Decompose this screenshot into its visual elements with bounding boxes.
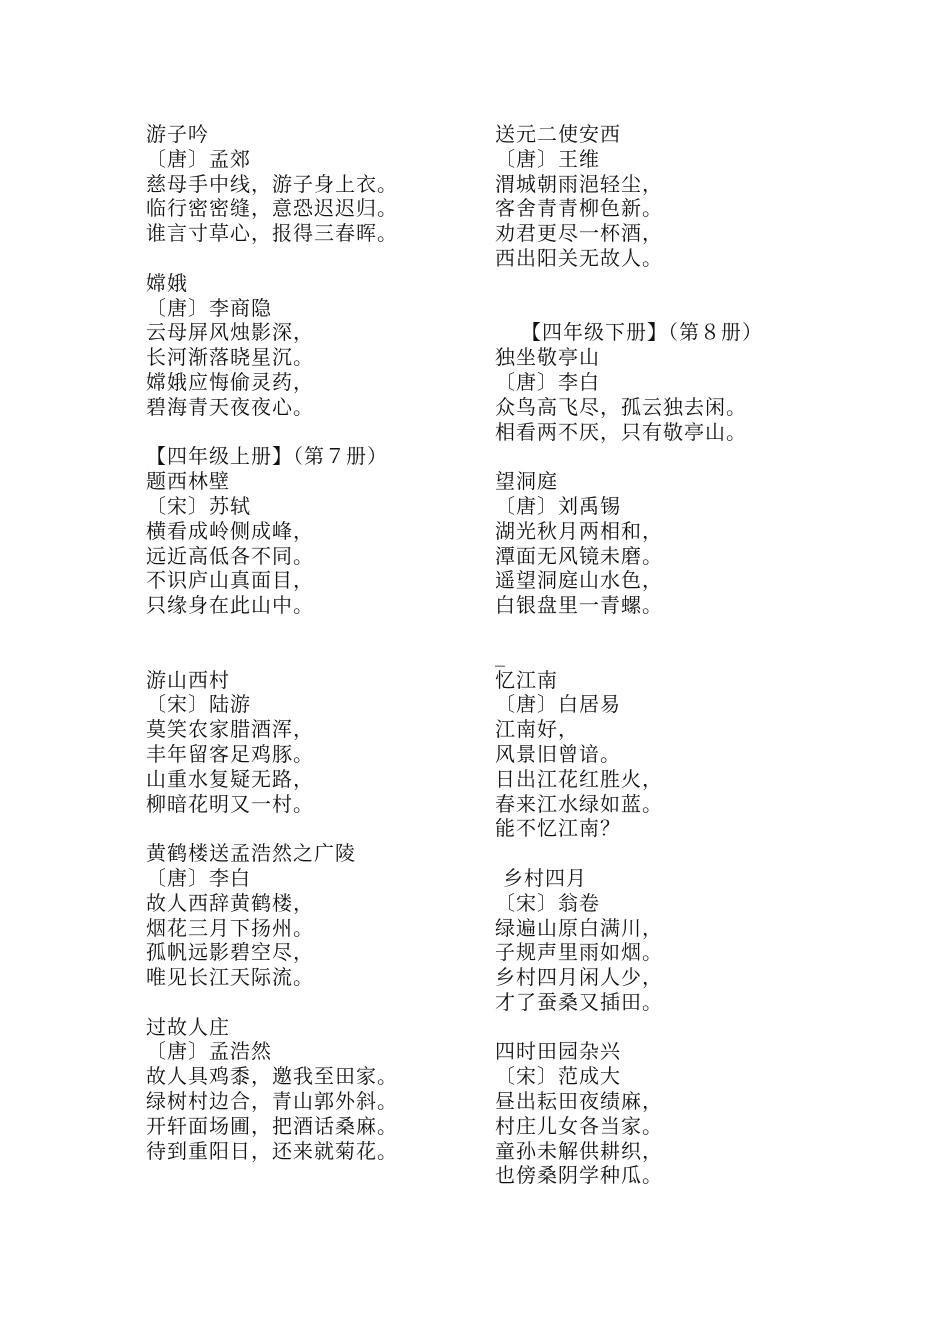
poem-line: 唯见长江天际流。 xyxy=(146,965,314,990)
poem-guogurenzhuang xyxy=(146,1015,466,1164)
poem-title: 忆江南 xyxy=(495,667,558,692)
poem-line: 日出江花红胜火， xyxy=(495,766,663,791)
poem-youshanxicun xyxy=(146,668,466,817)
poem-line: 乡村四月闲人少， xyxy=(495,965,663,990)
poem-line: 丰年留客足鸡豚。 xyxy=(146,741,314,766)
poem-title: 嫦娥 xyxy=(146,270,188,295)
poem-line: 相看两不厌，只有敬亭山。 xyxy=(495,419,747,444)
poem-line: 风景旧曾谙。 xyxy=(495,741,621,766)
poem-author: 〔唐〕李商隐 xyxy=(146,295,272,320)
poem-line: 众鸟高飞尽，孤云独去闲。 xyxy=(495,394,747,419)
poem-huanghelou xyxy=(146,841,466,990)
poem-sishitianyuanzaxing xyxy=(495,1039,825,1188)
poem-line: 嫦娥应悔偷灵药， xyxy=(146,369,314,394)
poem-duzuojingtingshan xyxy=(495,345,825,444)
poem-line: 长河渐落晓星沉。 xyxy=(146,345,314,370)
poem-title: 过故人庄 xyxy=(146,1014,230,1039)
poem-line: 能不忆江南？ xyxy=(495,816,621,841)
right-column xyxy=(495,122,825,1188)
poem-author: 〔唐〕李白 xyxy=(146,865,251,890)
poem-line: 劝君更尽一杯酒， xyxy=(495,221,663,246)
poem-line: 横看成岭侧成峰， xyxy=(146,518,314,543)
poem-line: 才了蚕桑又插田。 xyxy=(495,989,663,1014)
poem-author: 〔唐〕李白 xyxy=(495,369,600,394)
poem-line: 故人西辞黄鹤楼， xyxy=(146,890,314,915)
poem-line: 慈母手中线，游子身上衣。 xyxy=(146,171,398,196)
poem-title: 独坐敬亭山 xyxy=(495,345,600,370)
poem-line: 绿遍山原白满川， xyxy=(495,915,663,940)
poem-line: 遥望洞庭山水色， xyxy=(495,568,663,593)
poem-line: 云母屏风烛影深， xyxy=(146,320,314,345)
poem-line: 江南好， xyxy=(495,717,579,742)
poem-title: 四时田园杂兴 xyxy=(495,1039,621,1064)
poem-line: 只缘身在此山中。 xyxy=(146,593,314,618)
poem-line: 渭城朝雨浥轻尘， xyxy=(495,171,663,196)
poem-yijiangnan xyxy=(495,668,825,842)
poem-line: 不识庐山真面目， xyxy=(146,568,314,593)
poem-author: 〔唐〕王维 xyxy=(495,146,600,171)
poem-author: 〔宋〕翁卷 xyxy=(495,890,600,915)
poem-title: 乡村四月 xyxy=(503,865,587,890)
poem-change xyxy=(146,271,466,420)
poem-author: 〔宋〕陆游 xyxy=(146,692,251,717)
poem-title: 游山西村 xyxy=(146,667,230,692)
poem-tixilinbi xyxy=(146,469,466,618)
section-heading: 【四年级上册】（第７册） xyxy=(146,444,388,469)
poem-author: 〔唐〕孟郊 xyxy=(146,146,251,171)
poem-line: 碧海青天夜夜心。 xyxy=(146,394,314,419)
poem-line: 绿树村边合，青山郭外斜。 xyxy=(146,1089,398,1114)
poem-line: 童孙未解供耕织， xyxy=(495,1138,663,1163)
poem-line: 客舍青青柳色新。 xyxy=(495,196,663,221)
poem-line: 潭面无风镜未磨。 xyxy=(495,543,663,568)
poem-line: 待到重阳日，还来就菊花。 xyxy=(146,1138,398,1163)
poem-line: 湖光秋月两相和， xyxy=(495,518,663,543)
poem-wangdongting xyxy=(495,469,825,618)
poem-line: 开轩面场圃，把酒话桑麻。 xyxy=(146,1113,398,1138)
section-heading: 【四年级下册】（第８册） xyxy=(521,320,763,345)
poem-youziyin xyxy=(146,122,466,246)
poem-line: 昼出耘田夜绩麻， xyxy=(495,1089,663,1114)
poem-author: 〔唐〕白居易 xyxy=(495,692,621,717)
poem-title: 望洞庭 xyxy=(495,469,558,494)
poem-line: 白银盘里一青螺。 xyxy=(495,593,663,618)
poem-xiangcunsiyue xyxy=(495,866,825,1015)
poem-title: 题西林壁 xyxy=(146,469,230,494)
poem-line: 谁言寸草心，报得三春晖。 xyxy=(146,221,398,246)
poem-line: 临行密密缝，意恐迟迟归。 xyxy=(146,196,398,221)
poem-line: 西出阳关无故人。 xyxy=(495,245,663,270)
poem-author: 〔宋〕范成大 xyxy=(495,1064,621,1089)
poem-line: 烟花三月下扬州。 xyxy=(146,915,314,940)
poem-author: 〔唐〕刘禹锡 xyxy=(495,493,621,518)
poem-title: 送元二使安西 xyxy=(495,122,621,146)
poem-title: 游子吟 xyxy=(146,122,209,146)
poem-line: 柳暗花明又一村。 xyxy=(146,791,314,816)
poem-line: 也傍桑阴学种瓜。 xyxy=(495,1163,663,1188)
poem-author: 〔唐〕孟浩然 xyxy=(146,1039,272,1064)
poem-line: 山重水复疑无路， xyxy=(146,766,314,791)
poem-line: 远近高低各不同。 xyxy=(146,543,314,568)
poem-line: 孤帆远影碧空尽， xyxy=(146,940,314,965)
poem-line: 莫笑农家腊酒浑， xyxy=(146,717,314,742)
poem-line: 故人具鸡黍，邀我至田家。 xyxy=(146,1064,398,1089)
left-column xyxy=(146,122,466,1163)
poem-author: 〔宋〕苏轼 xyxy=(146,493,251,518)
poem-title: 黄鹤楼送孟浩然之广陵 xyxy=(146,841,356,866)
poem-line: 村庄儿女各当家。 xyxy=(495,1113,663,1138)
poem-line: 春来江水绿如蓝。 xyxy=(495,791,663,816)
poem-line: 子规声里雨如烟。 xyxy=(495,940,663,965)
poem-songyuanershianxi xyxy=(495,122,825,271)
stray-dash: _ xyxy=(495,642,506,667)
